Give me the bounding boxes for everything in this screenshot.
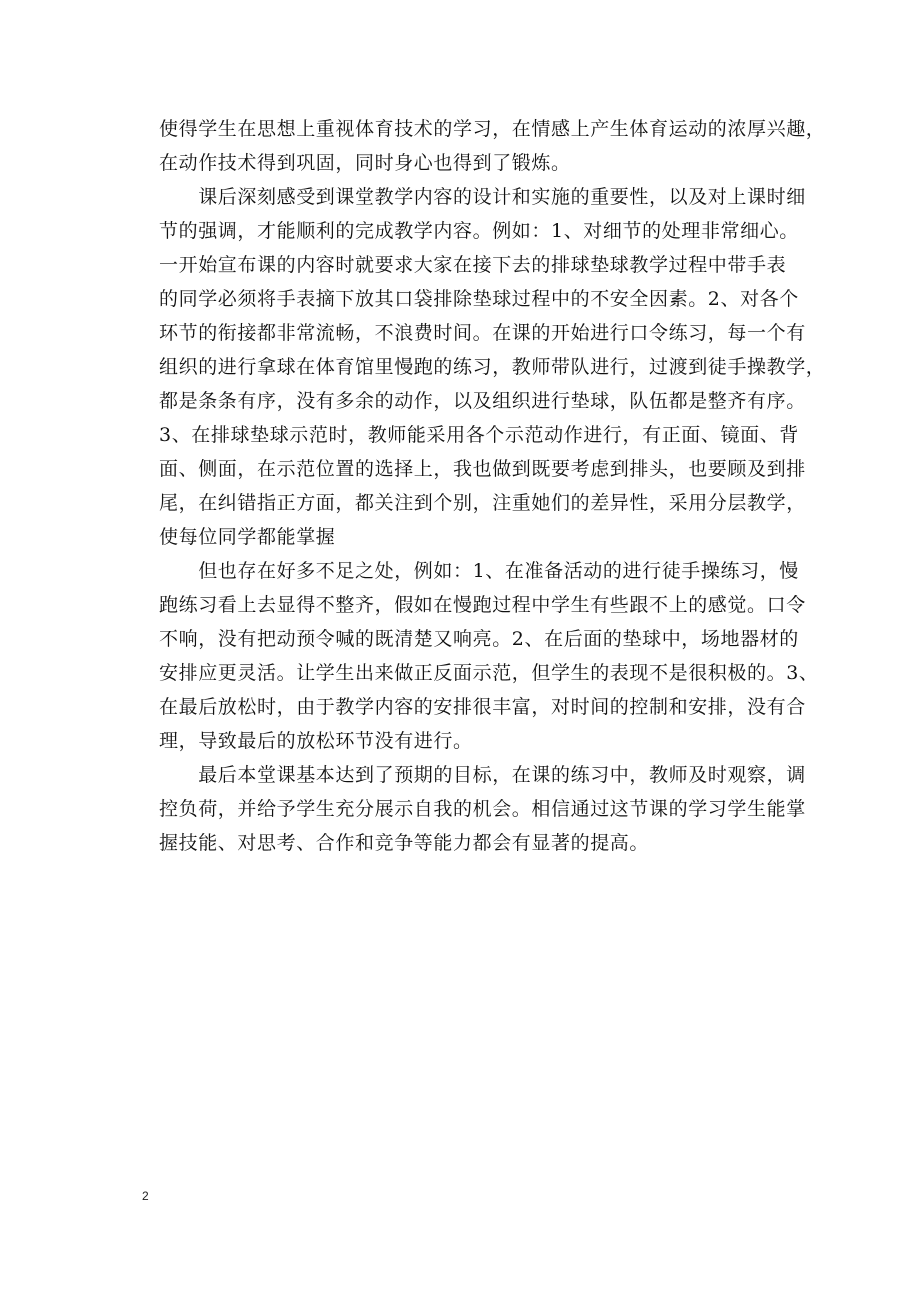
text-line: 3、在排球垫球示范时，教师能采用各个示范动作进行，有正面、镜面、背 [159,424,799,446]
text-line: 组织的进行拿球在体育馆里慢跑的练习，教师带队进行，过渡到徒手操教学， [159,356,826,378]
text-line: 握技能、对思考、合作和竞争等能力都会有显著的提高。 [159,832,650,854]
text-line: 在动作技术得到巩固，同时身心也得到了锻炼。 [159,152,571,174]
text-line: 但也存在好多不足之处，例如：1、在准备活动的进行徒手操练习，慢 [159,560,799,582]
text-line: 在最后放松时，由于教学内容的安排很丰富，对时间的控制和安排，没有合 [159,696,806,718]
paragraph-1 [159,112,826,180]
text-line: 面、侧面，在示范位置的选择上，我也做到既要考虑到排头，也要顾及到排 [159,458,806,480]
paragraph-2 [159,180,826,554]
text-line: 都是条条有序，没有多余的动作，以及组织进行垫球，队伍都是整齐有序。 [159,390,806,412]
text-line: 理，导致最后的放松环节没有进行。 [159,730,473,752]
text-line: 控负荷，并给予学生充分展示自我的机会。相信通过这节课的学习学生能掌 [159,798,806,820]
text-line: 课后深刻感受到课堂教学内容的设计和实施的重要性，以及对上课时细 [159,186,806,208]
page-number: 2 [142,1189,149,1203]
text-line: 节的强调，才能顺利的完成教学内容。例如：1、对细节的处理非常细心。 [159,220,799,242]
paragraph-4 [159,758,806,860]
text-line: 尾，在纠错指正方面，都关注到个别，注重她们的差异性，采用分层教学， [159,492,806,514]
text-line: 安排应更灵活。让学生出来做正反面示范，但学生的表现不是很积极的。3、 [159,662,819,684]
text-line: 最后本堂课基本达到了预期的目标，在课的练习中，教师及时观察，调 [159,764,806,786]
text-line: 环节的衔接都非常流畅，不浪费时间。在课的开始进行口令练习，每一个有 [159,322,806,344]
paragraph-3 [159,554,819,758]
text-line: 不响，没有把动预令喊的既清楚又响亮。2、在后面的垫球中，场地器材的 [159,628,799,650]
text-line: 使每位同学都能掌握 [159,526,336,548]
text-line: 使得学生在思想上重视体育技术的学习，在情感上产生体育运动的浓厚兴趣， [159,118,826,140]
text-line: 一开始宣布课的内容时就要求大家在接下去的排球垫球教学过程中带手表 [159,254,787,276]
text-line: 的同学必须将手表摘下放其口袋排除垫球过程中的不安全因素。2、对各个 [159,288,799,310]
body-text [159,112,826,860]
text-line: 跑练习看上去显得不整齐，假如在慢跑过程中学生有些跟不上的感觉。口令 [159,594,806,616]
